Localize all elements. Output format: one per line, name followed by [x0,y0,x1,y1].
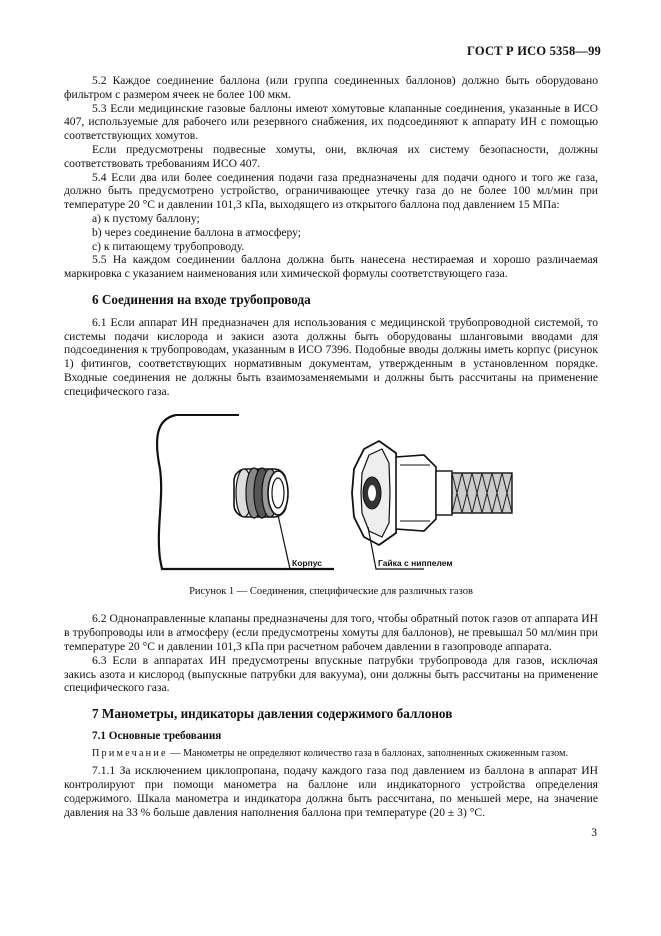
list-item: a) к пустому баллону; [92,211,200,225]
figure-caption: Рисунок 1 — Соединения, специфические для различных газов [189,585,473,597]
note-label: Примечание [92,747,168,759]
list-item: c) к питающему трубопроводу. [92,239,245,253]
paragraph-6-3: 6.3 Если в аппаратах ИН предусмотрены впускные патрубки трубопровода для газов, исключая закись азота и кислород (выпускные патрубки для вакуума), они должны быть рассчитаны на применение специфического газа. [64,653,598,695]
section-6-heading: 6 Соединения на входе трубопровода [92,291,311,307]
note-text: — Манометры не определяют количество газа в баллонах, заполненных сжиженным газом. [170,747,568,759]
paragraph-5-5: 5.5 На каждом соединении баллона должна быть нанесена нестираемая и хорошо различаемая маркировка с указанием наименования или химической формулы соответствующего газа. [64,253,598,281]
paragraph-6-2: 6.2 Однонаправленные клапаны предназначены для того, чтобы обратный поток газов от аппарата ИН в трубопроводы или в атмосферу (если предусмотрены хомуты для баллонов), не превышал 50 мл/мин при температуре 20 °С и давлении 101,3 кПа при расчетном рабочем давлении в газопроводе аппарата. [64,612,598,653]
paragraph-5-4: 5.4 Если два или более соединения подачи газа предназначены для подачи одного и того же газа, должно быть предусмотрено устройство, ограничивающее утечку газа до не более 100 мл/мин при температуре 20 °С и давлении 101,3 кПа, выходящего из открытого баллона под давлением 15 МПа: [64,170,598,212]
note [64,748,598,761]
paragraph-5-3: 5.3 Если медицинские газовые баллоны имеют хомутовые клапанные соединения, указанные в ИСО 407, используемые для рабочего или резервного снабжения, их подсоединяют к аппарату ИН с помощью соответствующих хомутов. [64,101,598,143]
figure-label-body: Корпус [292,557,322,568]
list-item: b) через соединение баллона в атмосферу; [92,225,302,239]
paragraph-5-3-continued: Если предусмотрены подвесные хомуты, они, включая их систему безопасности, должны соответствовать требованиям ИСО 407. [64,142,598,170]
section-7-heading: 7 Манометры, индикаторы давления содержимого баллонов [92,706,453,722]
paragraph-5-2: 5.2 Каждое соединение баллона (или группа соединенных баллонов) должно быть оборудовано фильтром с размером ячеек не более 100 мкм. [64,74,598,101]
section-7-1-heading: 7.1 Основные требования [92,729,222,742]
body-fitting-drawing [234,468,288,518]
paragraph-7-1-1: 7.1.1 За исключением циклопропана, подачу каждого газа под давлением из баллона в аппарат ИН контролируют при помощи манометра на баллоне или индикаторного устройства определения содержимого. Шкала манометра и индикатора должна быть рассчитана, по меньшей мере, на значение давления на 33 % больше давления наполнения баллона при температуре (20 ± 3) °С. [64,764,598,819]
paragraph-6-1: 6.1 Если аппарат ИН предназначен для использования с медицинской трубопроводной системой, то системы подачи кислорода и закиси азота должны быть оборудованы шланговыми вводами для подсоединения к трубопроводам, указанным в ИСО 7396. Подобные вводы должны иметь корпус (рисунок 1) фитингов, соответствующих нормативным документам, утвержденным в установленном порядке. Входные соединения не должны быть взаимозаменяемыми и должны быть рассчитаны на применение специфического газа. [64,315,598,398]
document-header: ГОСТ Р ИСО 5358—99 [467,44,601,58]
fittings-illustration [64,409,598,579]
figure-1 [64,409,598,579]
figure-label-nut: Гайка с ниппелем [378,557,453,568]
document-body [64,74,598,819]
nut-fitting-drawing [352,441,512,545]
page-number: 3 [591,826,597,839]
